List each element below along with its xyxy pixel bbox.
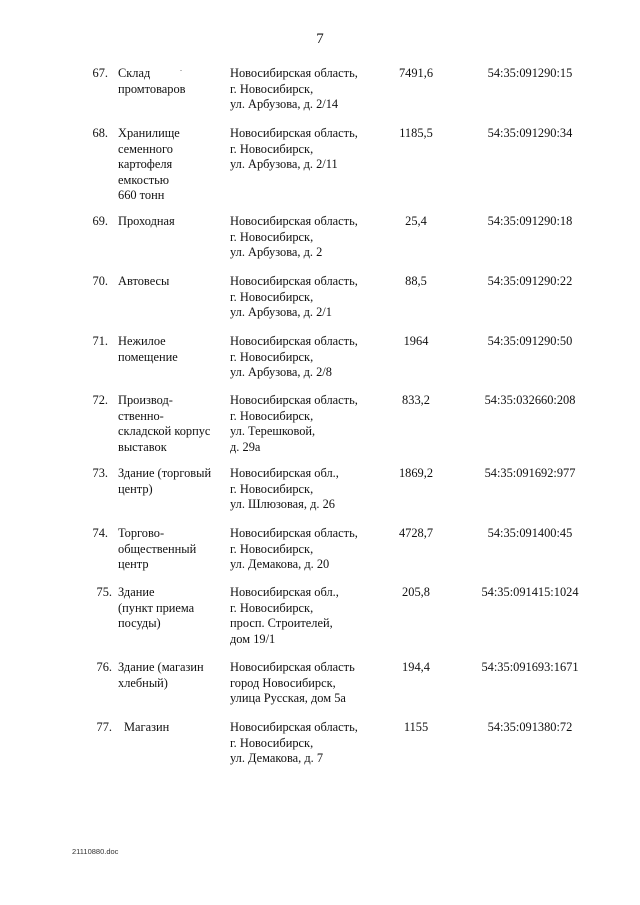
object-name-line: Хранилище bbox=[118, 126, 180, 140]
object-name-line: промтоваров bbox=[118, 81, 186, 96]
row-number: 76. bbox=[96, 660, 112, 674]
object-name-line: складской корпус bbox=[118, 424, 211, 439]
object-address bbox=[230, 720, 375, 767]
object-name-line: посуды) bbox=[118, 616, 161, 631]
object-address bbox=[230, 526, 375, 573]
object-name bbox=[118, 126, 222, 204]
cadastral-number: 54:35:032660:208 bbox=[484, 393, 576, 407]
object-address-line: г. Новосибирск, bbox=[230, 600, 314, 615]
object-name-line: Магазин bbox=[124, 720, 170, 734]
object-address-line: дом 19/1 bbox=[230, 631, 276, 646]
object-name-line: Здание bbox=[118, 585, 155, 599]
object-address-line: г. Новосибирск, bbox=[230, 81, 314, 96]
object-name-line: ственно- bbox=[118, 408, 164, 423]
object-name-line: 660 тонн bbox=[118, 188, 165, 203]
document-filename: 21110880.doc bbox=[72, 847, 119, 856]
object-area: 1185,5 bbox=[399, 126, 433, 140]
object-name-line: Здание (магазин bbox=[118, 660, 204, 674]
object-name bbox=[118, 393, 222, 455]
row-number: 67. bbox=[92, 66, 108, 80]
object-address-line: Новосибирская область, bbox=[230, 526, 358, 540]
cadastral-number: 54:35:091692:977 bbox=[484, 466, 576, 480]
object-address bbox=[230, 334, 375, 381]
page-number: 7 bbox=[316, 31, 324, 47]
object-area: 1964 bbox=[403, 334, 429, 348]
object-name-line: Нежилое bbox=[118, 334, 166, 348]
object-address-line: просп. Строителей, bbox=[230, 616, 333, 631]
object-address-line: ул. Демакова, д. 20 bbox=[230, 557, 330, 572]
object-address-line: ул. Арбузова, д. 2/8 bbox=[230, 365, 332, 380]
object-address-line: Новосибирская область, bbox=[230, 274, 358, 288]
object-address-line: Новосибирская область, bbox=[230, 126, 358, 140]
object-name-line: Склад bbox=[118, 66, 151, 80]
row-number: 73. bbox=[92, 466, 108, 480]
object-name-line: центр) bbox=[118, 481, 153, 496]
object-address-line: г. Новосибирск, bbox=[230, 141, 314, 156]
object-name-line: Производ- bbox=[118, 393, 173, 407]
object-name bbox=[118, 214, 222, 230]
object-name-line: Торгово- bbox=[118, 526, 165, 540]
row-number: 70. bbox=[92, 274, 108, 288]
object-name-line: Здание (торговый bbox=[118, 466, 212, 480]
object-address-line: Новосибирская обл., bbox=[230, 466, 339, 480]
object-address-line: г. Новосибирск, bbox=[230, 735, 314, 750]
object-name-line: семенного bbox=[118, 141, 173, 156]
object-address bbox=[230, 660, 375, 707]
object-address-line: ул. Арбузова, д. 2 bbox=[230, 245, 323, 260]
object-name bbox=[118, 66, 222, 97]
object-address bbox=[230, 126, 375, 173]
object-address-line: ул. Демакова, д. 7 bbox=[230, 751, 324, 766]
object-address-line: Новосибирская область, bbox=[230, 334, 358, 348]
object-address-line: г. Новосибирск, bbox=[230, 408, 314, 423]
object-name bbox=[118, 660, 222, 691]
object-area: 25,4 bbox=[405, 214, 427, 228]
object-area: 88,5 bbox=[405, 274, 427, 288]
object-area: 1155 bbox=[403, 720, 429, 734]
object-address-line: Новосибирская область, bbox=[230, 393, 358, 407]
cadastral-number: 54:35:091290:15 bbox=[487, 66, 573, 80]
object-address-line: Новосибирская область, bbox=[230, 66, 358, 80]
cadastral-number: 54:35:091380:72 bbox=[487, 720, 573, 734]
row-number: 77. bbox=[96, 720, 112, 734]
object-name-line: общественный bbox=[118, 541, 197, 556]
cadastral-number: 54:35:091290:34 bbox=[487, 126, 573, 140]
object-address bbox=[230, 66, 375, 113]
object-address bbox=[230, 393, 375, 455]
object-name-line: Проходная bbox=[118, 214, 175, 228]
object-name-line: выставок bbox=[118, 439, 167, 454]
row-number: 75. bbox=[96, 585, 112, 599]
object-name-line: емкостью bbox=[118, 172, 170, 187]
object-address-line: Новосибирская область bbox=[230, 660, 355, 674]
row-number: 69. bbox=[92, 214, 108, 228]
object-address-line: ул. Арбузова, д. 2/11 bbox=[230, 157, 338, 172]
object-name-line: хлебный) bbox=[118, 675, 168, 690]
object-area: 7491,6 bbox=[398, 66, 434, 80]
object-address-line: улица Русская, дом 5а bbox=[230, 691, 346, 706]
object-name bbox=[124, 720, 228, 736]
object-address bbox=[230, 466, 375, 513]
object-address-line: г. Новосибирск, bbox=[230, 229, 314, 244]
row-number: 71. bbox=[92, 334, 108, 348]
object-address-line: г. Новосибирск, bbox=[230, 481, 314, 496]
object-address bbox=[230, 214, 375, 261]
object-address-line: г. Новосибирск, bbox=[230, 349, 314, 364]
object-name-line: помещение bbox=[118, 349, 178, 364]
object-name bbox=[118, 585, 222, 632]
cadastral-number: 54:35:091400:45 bbox=[487, 526, 573, 540]
object-address-line: Новосибирская область, bbox=[230, 720, 358, 734]
object-address-line: г. Новосибирск, bbox=[230, 541, 314, 556]
object-address-line: д. 29а bbox=[230, 439, 261, 454]
row-number: 74. bbox=[92, 526, 108, 540]
object-area: 833,2 bbox=[402, 393, 430, 407]
cadastral-number: 54:35:091415:1024 bbox=[481, 585, 579, 599]
object-name-line: картофеля bbox=[118, 157, 173, 172]
object-address-line: ул. Арбузова, д. 2/1 bbox=[230, 305, 332, 320]
object-name-line: Автовесы bbox=[118, 274, 170, 288]
object-address bbox=[230, 274, 375, 321]
object-area: 194,4 bbox=[402, 660, 430, 674]
object-area: 205,8 bbox=[402, 585, 430, 599]
row-number: 72. bbox=[92, 393, 108, 407]
object-name-line: центр bbox=[118, 557, 149, 572]
cadastral-number: 54:35:091290:22 bbox=[487, 274, 573, 288]
object-name bbox=[118, 526, 222, 573]
object-address-line: г. Новосибирск, bbox=[230, 289, 314, 304]
object-address-line: ул. Шлюзовая, д. 26 bbox=[230, 497, 335, 512]
object-name bbox=[118, 274, 222, 290]
object-address bbox=[230, 585, 375, 647]
object-address-line: ул. Терешковой, bbox=[230, 424, 316, 439]
object-address-line: Новосибирская область, bbox=[230, 214, 358, 228]
object-area: 4728,7 bbox=[398, 526, 434, 540]
row-number: 68. bbox=[92, 126, 108, 140]
object-area: 1869,2 bbox=[398, 466, 434, 480]
object-address-line: город Новосибирск, bbox=[230, 675, 336, 690]
object-name bbox=[118, 334, 222, 365]
object-address-line: ул. Арбузова, д. 2/14 bbox=[230, 97, 339, 112]
cadastral-number: 54:35:091290:50 bbox=[487, 334, 573, 348]
object-name-line: (пункт приема bbox=[118, 600, 195, 615]
object-address-line: Новосибирская обл., bbox=[230, 585, 339, 599]
cadastral-number: 54:35:091693:1671 bbox=[481, 660, 579, 674]
object-name bbox=[118, 466, 222, 497]
cadastral-number: 54:35:091290:18 bbox=[487, 214, 573, 228]
